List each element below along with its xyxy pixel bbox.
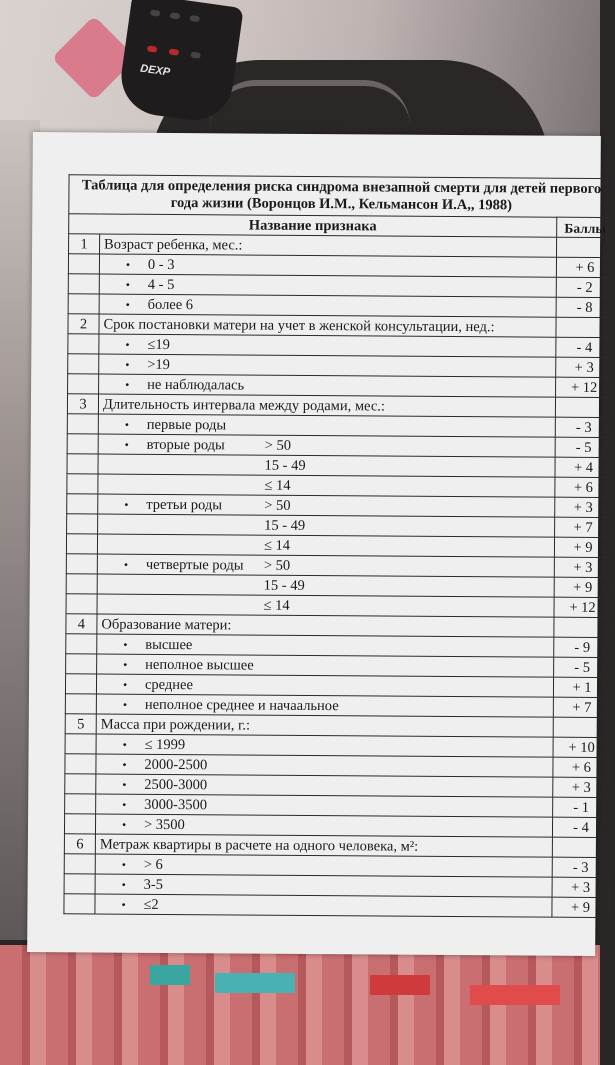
remote-button: [169, 48, 180, 55]
blank-cell: [64, 874, 95, 894]
blank-cell: [65, 734, 96, 754]
score-value: + 3: [555, 497, 612, 517]
score-value: + 12: [554, 597, 611, 617]
section-number: 6: [64, 834, 95, 854]
bag-stripe: [210, 80, 410, 126]
section-label: Метраж квартиры в расчете на одного человека, м²:: [95, 834, 552, 857]
score-value: - 2: [556, 277, 613, 297]
score-value: + 6: [555, 477, 612, 497]
interval-range: ≤ 14: [264, 477, 291, 494]
row-label: [98, 434, 555, 457]
section-score-empty: [553, 717, 610, 737]
section-label: Образование матери:: [97, 614, 554, 637]
blank-cell: [66, 534, 97, 554]
score-value: - 5: [554, 657, 611, 677]
remote-button: [150, 9, 161, 16]
section-number: 2: [68, 314, 99, 334]
blank-cell: [66, 554, 97, 574]
blank-cell: [68, 254, 99, 274]
row-label: • неполное среднее и начаальное: [96, 694, 553, 717]
blank-cell: [64, 814, 95, 834]
blank-cell: [68, 294, 99, 314]
blank-cell: [65, 694, 96, 714]
remote-button: [190, 51, 201, 58]
fabric-pattern: [150, 965, 190, 985]
section-label: Масса при рождении, г.:: [96, 714, 553, 737]
score-value: + 3: [554, 557, 611, 577]
score-value: - 3: [555, 417, 612, 437]
blank-cell: [68, 274, 99, 294]
blank-cell: [65, 754, 96, 774]
blank-cell: [67, 514, 98, 534]
score-value: + 9: [554, 537, 611, 557]
blank-cell: [67, 454, 98, 474]
interval-range: > 50: [263, 557, 291, 574]
blank-cell: [67, 414, 98, 434]
row-label: • среднее: [96, 674, 553, 697]
row-label: • > 3500: [95, 814, 552, 837]
blank-cell: [68, 374, 99, 394]
blank-cell: [64, 854, 95, 874]
interval-range: > 50: [264, 497, 291, 514]
interval-range: 15 - 49: [264, 457, 306, 474]
row-label: • 2500-3000: [96, 774, 553, 797]
score-value: + 9: [554, 577, 611, 597]
score-value: + 7: [553, 697, 610, 717]
blank-cell: [68, 334, 99, 354]
score-value: + 3: [553, 777, 610, 797]
birth-order: вторые роды: [146, 436, 225, 454]
row-label: • 3-5: [95, 874, 552, 897]
row-label: • > 6: [95, 854, 552, 877]
interval-range: 15 - 49: [264, 517, 306, 534]
birth-order: первые роды: [146, 416, 227, 434]
fabric-pattern: [215, 973, 295, 993]
score-value: - 9: [554, 637, 611, 657]
blank-cell: [66, 634, 97, 654]
blank-cell: [65, 674, 96, 694]
section-label: Длительность интервала между родами, мес.:: [98, 394, 555, 417]
score-value: + 6: [553, 757, 610, 777]
score-value: + 3: [552, 877, 609, 897]
section-number: 3: [67, 394, 98, 414]
row-label: • >19: [99, 354, 556, 377]
blank-cell: [65, 794, 96, 814]
table-title: Таблица для определения риска синдрома внезапной смерти для детей первого года жизни (Воронцов И.М., Кельмансон И.А,, 1988): [69, 175, 614, 218]
row-label: • ≤2: [95, 894, 552, 917]
score-value: - 8: [556, 297, 613, 317]
row-label: • ≤19: [99, 334, 556, 357]
score-value: + 9: [552, 897, 609, 917]
score-value: + 10: [553, 737, 610, 757]
score-value: + 12: [556, 377, 613, 397]
section-score-empty: [552, 837, 609, 857]
blank-cell: [66, 574, 97, 594]
header-score: Баллы: [557, 217, 614, 237]
birth-order: четвертые роды: [145, 556, 244, 574]
row-label: [98, 414, 555, 437]
interval-range: > 50: [264, 437, 292, 454]
row-label: • 2000-2500: [96, 754, 553, 777]
row-label: • 0 - 3: [99, 254, 556, 277]
row-label: • 3000-3500: [96, 794, 553, 817]
score-value: + 4: [555, 457, 612, 477]
blank-cell: [65, 774, 96, 794]
score-value: - 4: [556, 337, 613, 357]
section-score-empty: [554, 617, 611, 637]
score-value: + 6: [556, 257, 613, 277]
row-label: • 4 - 5: [99, 274, 556, 297]
section-number: 4: [66, 614, 97, 634]
score-value: + 7: [555, 517, 612, 537]
section-score-empty: [556, 317, 613, 337]
row-label: • ≤ 1999: [96, 734, 553, 757]
remote-button: [147, 45, 158, 52]
blank-cell: [66, 594, 97, 614]
row-label: • не наблюдалась: [99, 374, 556, 397]
row-label: • высшее: [97, 634, 554, 657]
score-value: + 1: [553, 677, 610, 697]
section-number: 5: [65, 714, 96, 734]
score-value: - 4: [552, 817, 609, 837]
row-label: • более 6: [99, 294, 556, 317]
section-label: Срок постановки матери на учет в женской консультации, нед.:: [99, 314, 556, 337]
remote-button: [170, 12, 181, 19]
section-number: 1: [69, 234, 100, 254]
blank-cell: [67, 434, 98, 454]
table-row: [64, 894, 609, 918]
interval-range: 15 - 49: [263, 577, 305, 594]
blank-cell: [66, 654, 97, 674]
interval-range: ≤ 14: [263, 597, 290, 614]
score-value: - 3: [552, 857, 609, 877]
fabric-pattern: [370, 975, 430, 995]
row-label: • неполное высшее: [97, 654, 554, 677]
header-name: Название признака: [69, 214, 557, 237]
interval-range: ≤ 14: [263, 537, 291, 554]
score-value: + 3: [556, 357, 613, 377]
fabric-pattern: [470, 985, 560, 1005]
patterned-fabric: [0, 945, 600, 1065]
section-score-empty: [555, 397, 612, 417]
score-value: - 5: [555, 437, 612, 457]
row-label: [97, 554, 554, 577]
remote-logo: DEXP: [139, 62, 171, 79]
section-score-empty: [557, 237, 614, 257]
blank-cell: [64, 894, 95, 914]
blank-cell: [67, 494, 98, 514]
birth-order: третьи роды: [146, 496, 223, 514]
score-value: - 1: [553, 797, 610, 817]
paper-sheet: [27, 132, 606, 956]
section-label: Возраст ребенка, мес.:: [100, 234, 557, 257]
risk-table: [63, 174, 614, 918]
blank-cell: [68, 354, 99, 374]
remote-button: [189, 15, 200, 22]
blank-cell: [67, 474, 98, 494]
row-label: [98, 494, 555, 517]
